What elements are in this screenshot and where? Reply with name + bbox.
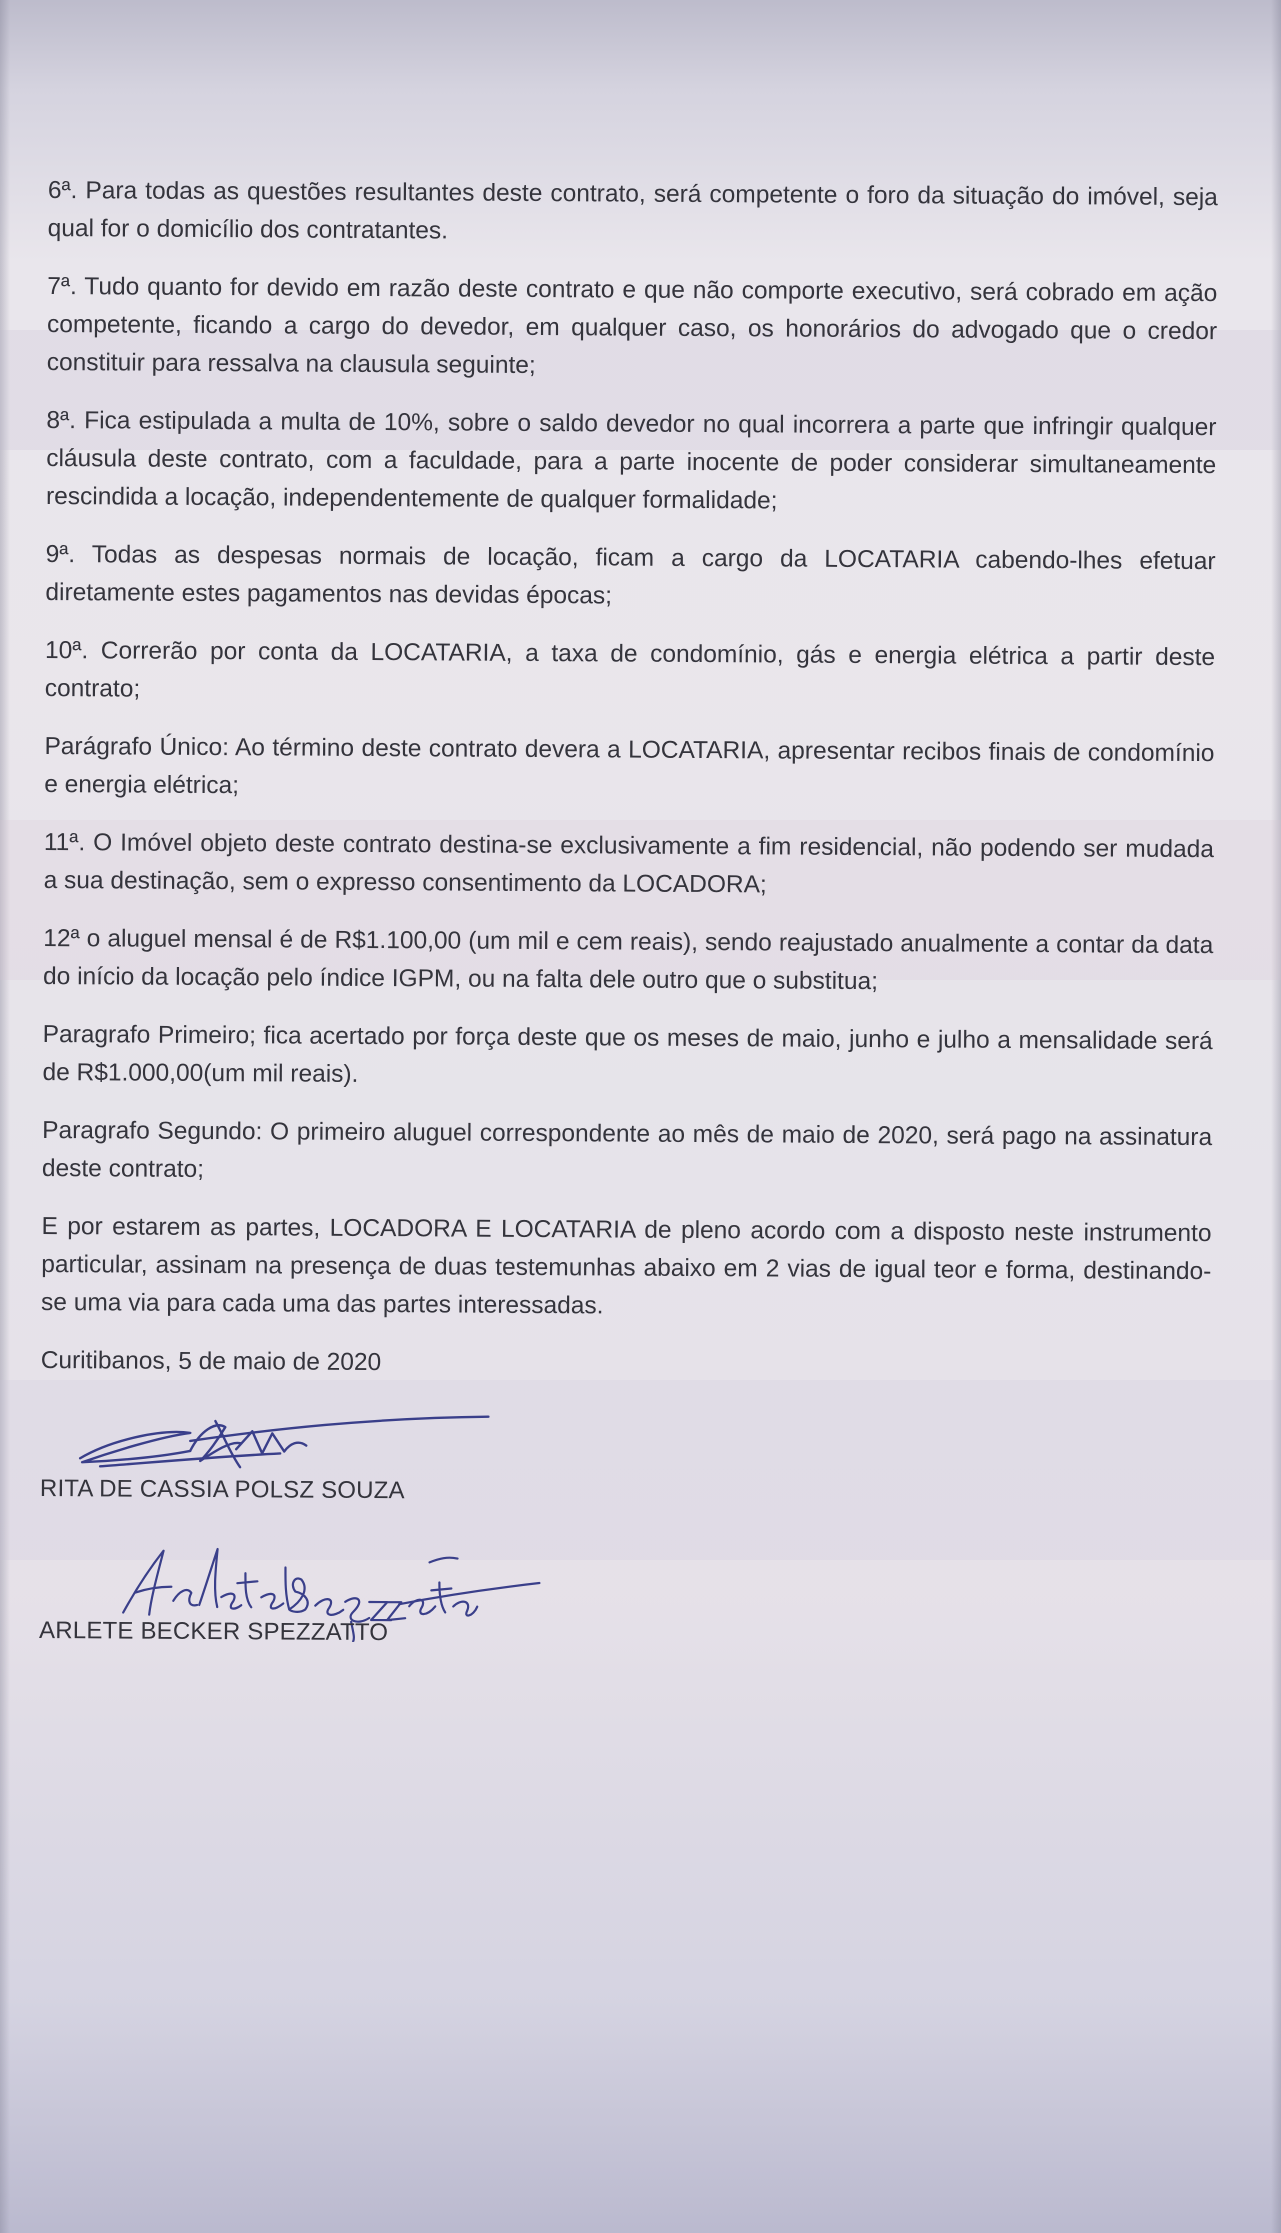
clause-12-paragrafo-segundo: Paragrafo Segundo: O primeiro aluguel correspondente ao mês de maio de 2020, será pago na assinatura deste contrato; bbox=[41, 1116, 1213, 1183]
scan-edge-right bbox=[1271, 0, 1281, 2233]
clause-10: 10ª. Correrão por conta da LOCATARIA, a taxa de condomínio, gás e energia elétrica a partir deste contrato; bbox=[44, 636, 1216, 703]
contract-text bbox=[39, 172, 1218, 1657]
clause-12: 12ª o aluguel mensal é de R$1.100,00 (um mil e cem reais), sendo reajustado anualmente a contar da data do início da locação pelo índice IGPM, ou na falta dele outro que o substitua; bbox=[43, 924, 1214, 996]
clause-11: 11ª. O Imóvel objeto deste contrato destina-se exclusivamente a fim residencial, não podendo ser mudada a sua destinação, sem o expresso consentimento da LOCADORA; bbox=[43, 828, 1214, 899]
signatory-name-1: RITA DE CASSIA POLSZ SOUZA bbox=[39, 1474, 405, 1505]
clause-9: 9ª. Todas as despesas normais de locação, ficam a cargo da LOCATARIA cabendo-lhes efetuar diretamente estes pagamentos nas devidas épocas; bbox=[45, 540, 1216, 610]
clause-6: 6ª. Para todas as questões resultantes deste contrato, será competente o foro da situação do imóvel, seja qual for o domicílio dos contratantes. bbox=[47, 176, 1218, 245]
clause-12-paragrafo-primeiro: Paragrafo Primeiro; fica acertado por força deste que os meses de maio, junho e julho a mensalidade será de R$1.000,00(um mil reais). bbox=[42, 1020, 1213, 1088]
signatory-name-2: ARLETE BECKER SPEZZATTO bbox=[39, 1616, 389, 1647]
signature-block-locadora bbox=[40, 1380, 1211, 1515]
place-and-date: Curitibanos, 5 de maio de 2020 bbox=[40, 1346, 382, 1377]
closing-statement: E por estarem as partes, LOCADORA E LOCATARIA de pleno acordo com a disposto neste instrumento particular, assinam na presença de duas testemunhas abaixo em 2 vias de igual teor e forma, destinando-se uma via para cada uma das partes interessadas. bbox=[41, 1212, 1212, 1320]
clause-10-paragrafo-unico: Parágrafo Único: Ao término deste contrato devera a LOCATARIA, apresentar recibos finais de condomínio e energia elétrica; bbox=[44, 732, 1215, 800]
clause-7: 7ª. Tudo quanto for devido em razão deste contrato e que não comporte executivo, será cobrado em ação competente, ficando a cargo do devedor, em qualquer caso, os honorários do advogado que o credor constituir para ressalva na clausula seguinte; bbox=[46, 272, 1218, 379]
scan-edge-left bbox=[0, 0, 10, 2233]
clause-8: 8ª. Fica estipulada a multa de 10%, sobre o saldo devedor no qual incorrera a parte que infringir qualquer cláusula deste contrato, com a faculdade, para a parte inocente de poder considerar simultaneamente rescindida a locação, independentemente de qualquer formalidade; bbox=[45, 406, 1217, 515]
signature-block-locataria bbox=[39, 1520, 1210, 1657]
